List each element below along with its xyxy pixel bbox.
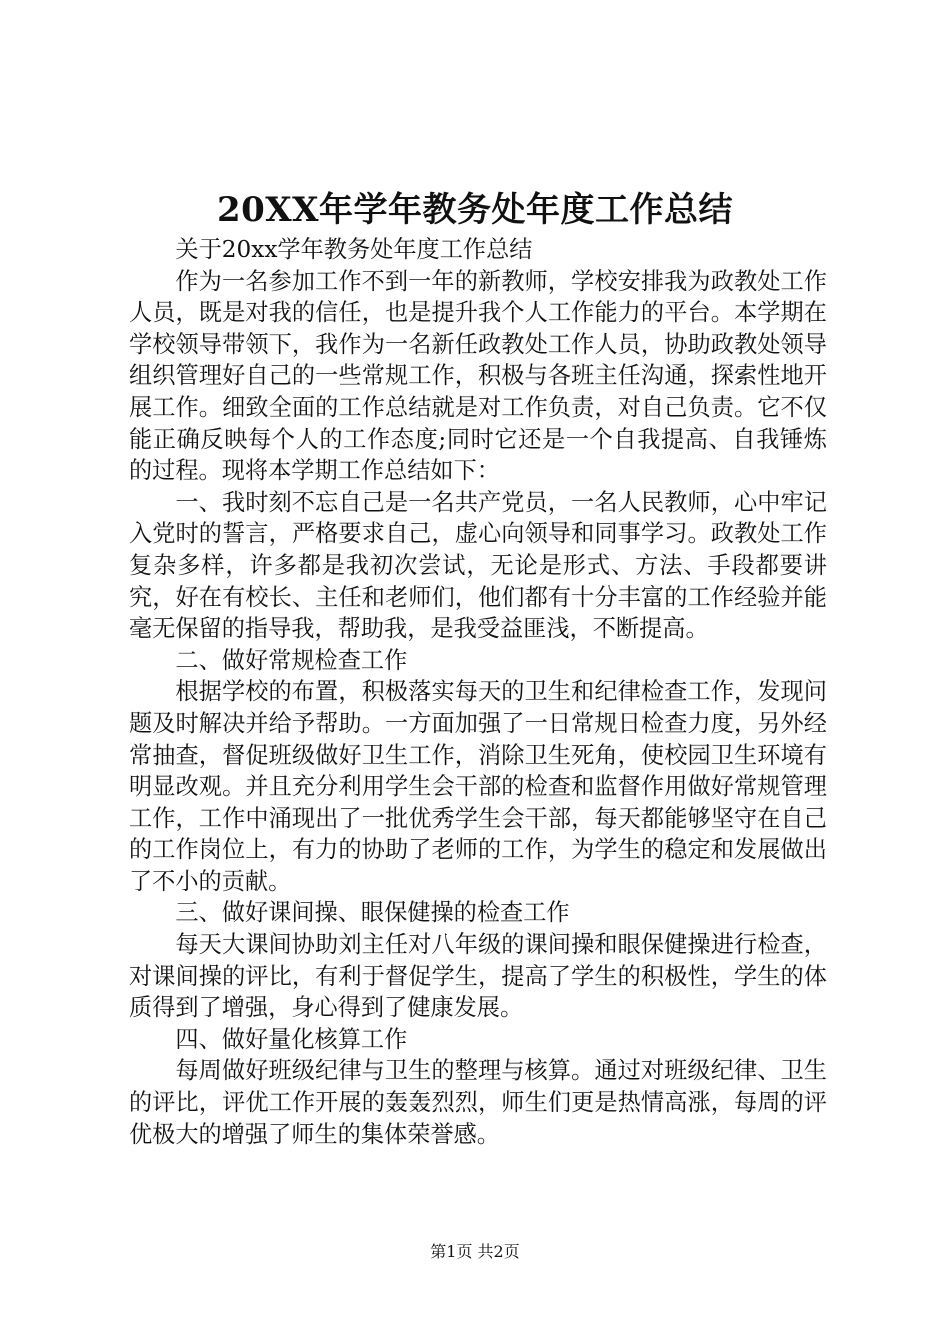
section-two-heading: 二、做好常规检查工作 (175, 646, 408, 674)
document-title: 20XX年学年教务处年度工作总结 (216, 190, 734, 230)
section-four-heading: 四、做好量化核算工作 (175, 1025, 408, 1053)
document-body (129, 234, 827, 1150)
section-three-heading: 三、做好课间操、眼保健操的检查工作 (175, 899, 570, 927)
intro-paragraph: 作为一名参加工作不到一年的新教师，学校安排我为政教处工作人员，既是对我的信任，也是提升我个人工作能力的平台。本学期在学校领导带领下，我作为一名新任政教处工作人员，协助政教处领导组织管理好自己的一些常规工作，积极与各班主任沟通，探索性地开展工作。细致全面的工作总结就是对工作负责，对自己负责。它不仅能正确反映每个人的工作态度;同时它还是一个自我提高、自我锤炼的过程。现将本学期工作总结如下： (129, 267, 827, 485)
section-four-paragraph: 每周做好班级纪律与卫生的整理与核算。通过对班级纪律、卫生的评比，评优工作开展的轰轰烈烈，师生们更是热情高涨，每周的评优极大的增强了师生的集体荣誉感。 (129, 1057, 827, 1148)
subtitle-paragraph: 关于20xx学年教务处年度工作总结 (175, 236, 533, 263)
section-three-paragraph: 每天大课间协助刘主任对八年级的课间操和眼保健操进行检查，对课间操的评比，有利于督促学生，提高了学生的积极性，学生的体质得到了增强，身心得到了健康发展。 (129, 931, 827, 1022)
page-number-footer: 第1页 共2页 (430, 1242, 520, 1261)
section-two-paragraph: 根据学校的布置，积极落实每天的卫生和纪律检查工作，发现问题及时解决并给予帮助。一方面加强了一日常规日检查力度，另外经常抽查，督促班级做好卫生工作，消除卫生死角，使校园卫生环境有明显改观。并且充分利用学生会干部的检查和监督作用做好常规管理工作，工作中涌现出了一批优秀学生会干部，每天都能够坚守在自己的工作岗位上，有力的协助了老师的工作，为学生的稳定和发展做出了不小的贡献。 (129, 678, 827, 895)
section-one-paragraph: 一、我时刻不忘自己是一名共产党员，一名人民教师，心中牢记入党时的誓言，严格要求自己，虚心向领导和同事学习。政教处工作复杂多样，许多都是我初次尝试，无论是形式、方法、手段都要讲究，好在有校长、主任和老师们，他们都有十分丰富的工作经验并能毫无保留的指导我，帮助我，是我受益匪浅，不断提高。 (129, 488, 827, 643)
